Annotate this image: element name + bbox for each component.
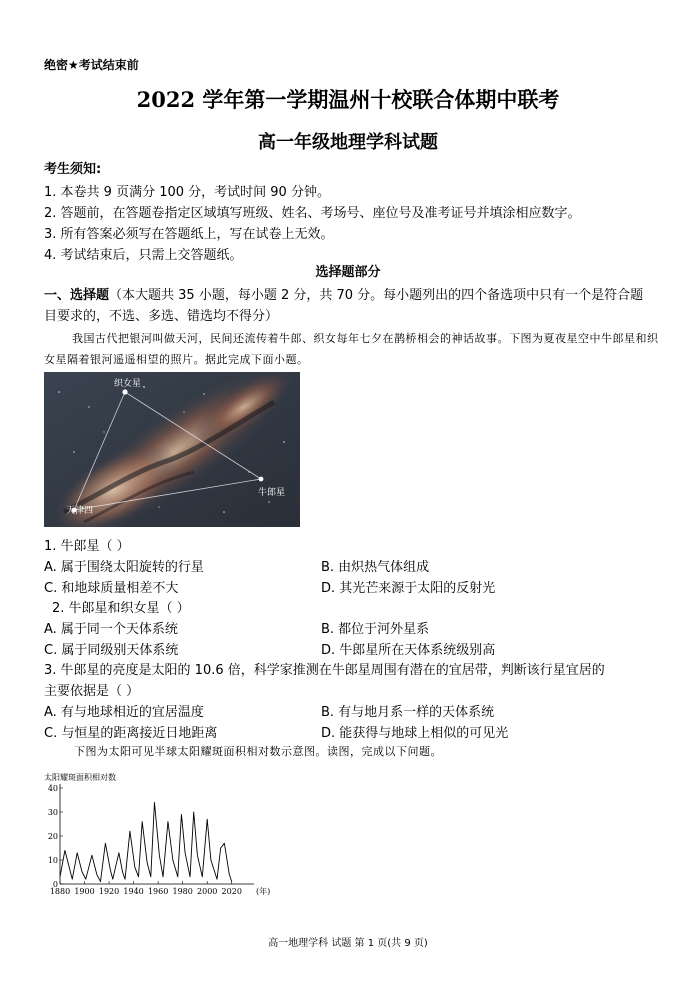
altair-star: [259, 477, 264, 482]
milky-way-image: [44, 372, 300, 527]
notice-item: 3. 所有答案必须写在答题纸上，写在试卷上无效。: [44, 227, 334, 242]
x-tick-label: 1940: [123, 887, 144, 896]
question-3-stem-cont: 主要依据是（ ）: [44, 684, 140, 699]
question-2-stem: 2. 牛郎星和织女星（ ）: [52, 601, 190, 616]
reading-intro-2: 下图为太阳可见半球太阳耀斑面积相对数示意图。读图，完成以下问题。: [74, 745, 442, 758]
question-2-option-c: C. 属于同级别天体系统: [44, 643, 179, 658]
question-2-option-b: B. 都位于河外星系: [321, 622, 430, 637]
chart-y-label: 太阳耀斑面积相对数: [44, 773, 116, 782]
vega-label: 织女星: [114, 379, 142, 389]
chart-series: [60, 802, 232, 881]
x-axis-unit: (年): [256, 887, 271, 896]
y-tick-label: 30: [47, 808, 58, 817]
question-3-stem: 3. 牛郎星的亮度是太阳的 10.6 倍，科学家推测在牛郎星周围有潜在的宜居带，判断该行星宜居的: [44, 663, 605, 678]
section-title: 选择题部分: [315, 265, 381, 280]
altair-label: 牛郎星: [258, 488, 286, 498]
x-tick-label: 1920: [98, 887, 120, 896]
question-3-option-b: B. 有与地月系一样的天体系统: [321, 705, 495, 720]
question-3-option-a: A. 有与地球相近的宜居温度: [44, 705, 204, 720]
section-heading: 一、选择题: [44, 288, 110, 303]
question-1-option-c: C. 和地球质量相差不大: [44, 581, 179, 596]
question-1-option-d: D. 其光芒来源于太阳的反射光: [321, 581, 496, 596]
x-tick-label: 1900: [74, 887, 95, 896]
y-tick-label: 20: [47, 832, 58, 841]
question-1-option-a: A. 属于围绕太阳旋转的行星: [44, 560, 204, 575]
question-3-option-d: D. 能获得与地球上相似的可见光: [321, 726, 509, 741]
page-footer: 高一地理学科 试题 第 1 页(共 9 页): [268, 938, 428, 949]
question-1-stem: 1. 牛郎星（ ）: [44, 539, 130, 554]
confidential-mark: 绝密★考试结束前: [44, 58, 139, 72]
chart-ticks: [48, 784, 270, 896]
series-line: [60, 802, 232, 881]
x-tick-label: 1880: [49, 887, 71, 896]
section-instructions: [44, 285, 656, 327]
y-tick-label: 40: [47, 784, 58, 793]
chart-svg: [44, 770, 284, 900]
reading-intro: 我国古代把银河叫做天河，民间还流传着牛郎、织女每年七夕在鹊桥相会的神话故事。下图为夏夜星空中牛郎星和织女星隔着银河遥遥相望的照片。据此完成下面小题。: [44, 332, 659, 366]
notice-item: 4. 考试结束后，只需上交答题纸。: [44, 248, 243, 263]
x-tick-label: 2020: [221, 887, 242, 896]
y-tick-label: 0: [52, 880, 58, 889]
question-3-option-c: C. 与恒星的距离接近日地距离: [44, 726, 218, 741]
notice-item: 1. 本卷共 9 页满分 100 分，考试时间 90 分钟。: [44, 185, 330, 200]
question-2-option-a: A. 属于同一个天体系统: [44, 622, 178, 637]
vega-star: [122, 389, 127, 394]
exam-subtitle: 高一年级地理学科试题: [258, 132, 438, 153]
y-tick-label: 10: [47, 856, 58, 865]
section-rules: （本大题共 35 小题，每小题 2 分，共 70 分。每小题列出的四个备选项中只有一个是符合题目要求的，不选、多选、错选均不得分）: [44, 288, 644, 324]
x-tick-label: 1980: [172, 887, 193, 896]
exam-title: 2022 学年第一学期温州十校联合体期中联考: [136, 87, 560, 112]
notice-item: 2. 答题前，在答题卷指定区域填写班级、姓名、考场号、座位号及准考证号并填涂相应数字。: [44, 206, 581, 221]
deneb-label: 天津四: [66, 506, 94, 516]
question-1-option-b: B. 由炽热气体组成: [321, 560, 430, 575]
question-2-option-d: D. 牛郎星所在天体系统级别高: [321, 643, 496, 658]
solar-flare-chart: [44, 770, 284, 900]
notice-heading: 考生须知:: [44, 162, 102, 177]
x-tick-label: 2000: [197, 887, 218, 896]
x-tick-label: 1960: [147, 887, 169, 896]
star-photo: [44, 372, 300, 527]
